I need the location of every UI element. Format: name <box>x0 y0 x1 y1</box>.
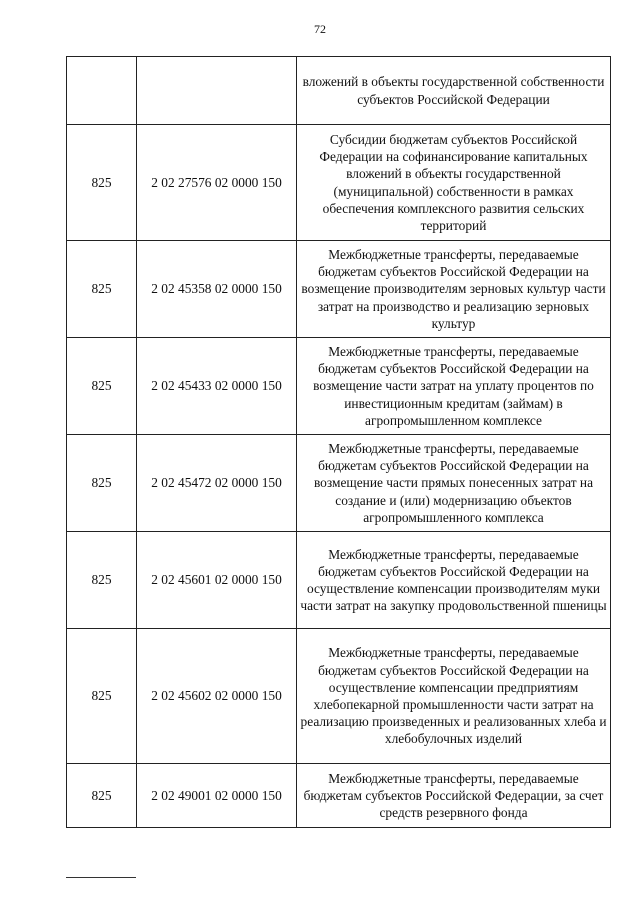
revenue-code-cell: 2 02 45358 02 0000 150 <box>137 241 297 338</box>
admin-code-cell: 825 <box>67 338 137 435</box>
description-cell: Межбюджетные трансферты, передаваемые бюджетам субъектов Российской Федерации на осуществление компенсации производителям муки части затрат на закупку продовольственной пшеницы <box>297 532 611 629</box>
admin-code-cell: 825 <box>67 125 137 241</box>
admin-code-cell: 825 <box>67 532 137 629</box>
revenue-code-cell: 2 02 27576 02 0000 150 <box>137 125 297 241</box>
description-cell: вложений в объекты государственной собственности субъектов Российской Федерации <box>297 57 611 125</box>
table-row <box>67 241 611 338</box>
revenue-code-cell: 2 02 45602 02 0000 150 <box>137 629 297 764</box>
table-row <box>67 125 611 241</box>
description-cell: Субсидии бюджетам субъектов Российской Федерации на софинансирование капитальных вложений в объекты государственной (муниципальной) собственности в рамках обеспечения комплексного развития сельских территорий <box>297 125 611 241</box>
budget-classification-table <box>66 56 611 828</box>
revenue-code-cell: 2 02 45601 02 0000 150 <box>137 532 297 629</box>
description-cell: Межбюджетные трансферты, передаваемые бюджетам субъектов Российской Федерации на возмещение части прямых понесенных затрат на создание и (или) модернизацию объектов агропромышленного комплекса <box>297 435 611 532</box>
revenue-code-cell: 2 02 45433 02 0000 150 <box>137 338 297 435</box>
table-row <box>67 435 611 532</box>
revenue-code-cell: 2 02 45472 02 0000 150 <box>137 435 297 532</box>
table-row <box>67 338 611 435</box>
description-cell: Межбюджетные трансферты, передаваемые бюджетам субъектов Российской Федерации на возмещение части затрат на уплату процентов по инвестиционным кредитам (займам) в агропромышленном комплексе <box>297 338 611 435</box>
revenue-code-cell <box>137 57 297 125</box>
footnote-divider <box>66 877 136 878</box>
table-row <box>67 57 611 125</box>
table-row <box>67 764 611 828</box>
admin-code-cell <box>67 57 137 125</box>
admin-code-cell: 825 <box>67 241 137 338</box>
description-cell: Межбюджетные трансферты, передаваемые бюджетам субъектов Российской Федерации на осуществление компенсации предприятиям хлебопекарной промышленности части затрат на реализацию произведенных и реализованных хлеба и хлебобулочных изделий <box>297 629 611 764</box>
page-number: 72 <box>314 22 326 36</box>
admin-code-cell: 825 <box>67 629 137 764</box>
description-cell: Межбюджетные трансферты, передаваемые бюджетам субъектов Российской Федерации, за счет средств резервного фонда <box>297 764 611 828</box>
admin-code-cell: 825 <box>67 764 137 828</box>
table-row <box>67 532 611 629</box>
admin-code-cell: 825 <box>67 435 137 532</box>
table-row <box>67 629 611 764</box>
revenue-code-cell: 2 02 49001 02 0000 150 <box>137 764 297 828</box>
description-cell: Межбюджетные трансферты, передаваемые бюджетам субъектов Российской Федерации на возмещение производителям зерновых культур части затрат на производство и реализацию зерновых культур <box>297 241 611 338</box>
